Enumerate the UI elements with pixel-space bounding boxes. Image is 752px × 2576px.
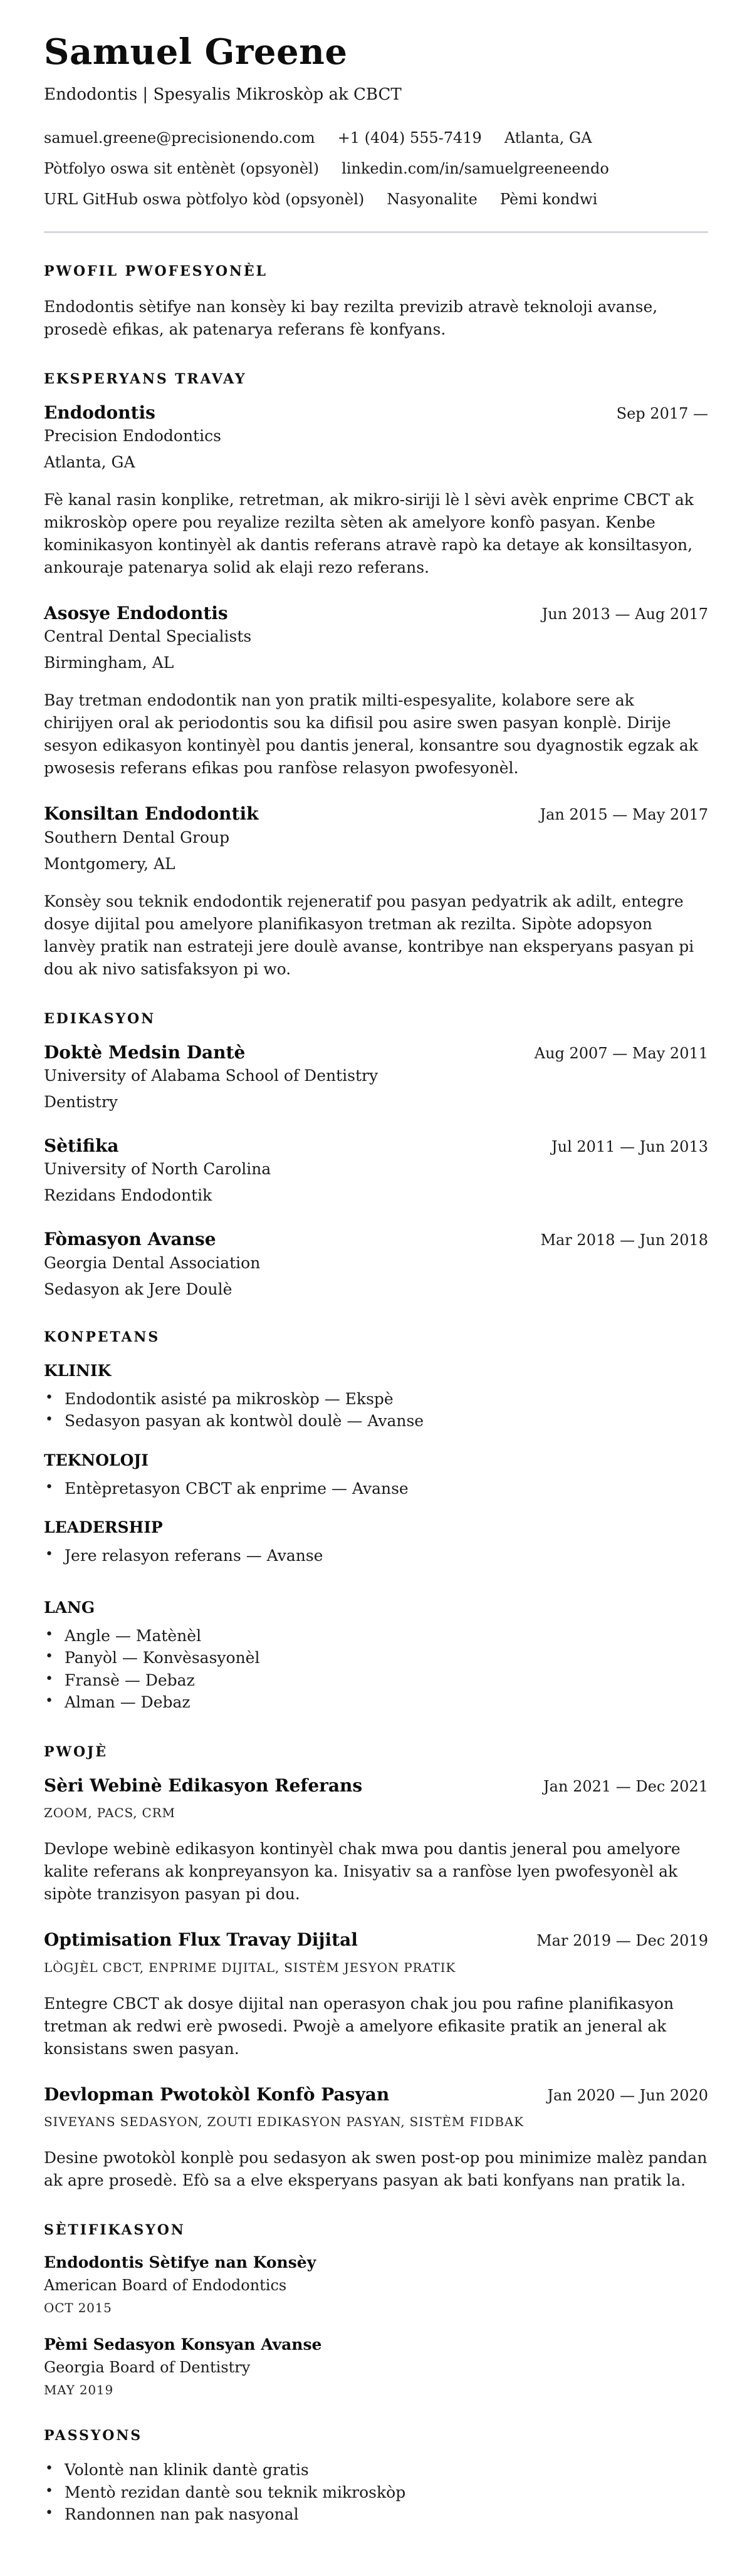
profile-heading: PWOFIL PWOFESYONÈL <box>44 263 268 280</box>
experience-entry-head <box>44 603 708 624</box>
passion-item: • Volontè nan klinik dantè gratis <box>44 2459 708 2481</box>
education-entry-head <box>44 1042 708 1063</box>
field-of-study: Dentistry <box>44 1093 118 1112</box>
certification-issuer: Georgia Board of Dentistry <box>44 2359 251 2377</box>
experience-heading: EKSPERYANS TRAVAY <box>44 370 247 387</box>
certification-issuer: American Board of Endodontics <box>44 2276 287 2295</box>
section-profile <box>44 263 708 340</box>
skill-item: • Sedasyon pasyan ak kontwòl doulè — Avanse <box>44 1410 708 1432</box>
education-entry <box>44 1042 708 1112</box>
skill-group-clinical <box>44 1362 708 1432</box>
skill-group-technology <box>44 1451 708 1500</box>
job-title: Konsiltan Endodontik <box>44 803 259 825</box>
contact-email: samuel.greene@precisionendo.com <box>44 129 315 147</box>
skill-item: • Panyòl — Konvèsasyonèl <box>44 1647 708 1669</box>
project-tech: SIVEYANS SEDASYON, ZOUTI EDIKASYON PASYAN, SISTÈM FIDBAK <box>44 2114 524 2129</box>
job-description: Bay tretman endodontik nan yon pratik milti-espesyalite, kolabore sere ak chirijyen oral ak periodontis sou ka difisil pou asire swen pasyan konplè. Dirije sesyon edikasyon kontinyèl pou dantis jeneral, konsantre sou dyagnostik egzak ak pwosesis referans efikas pou ranfòse relasyon pwofesyonèl. <box>44 691 698 778</box>
section-projects <box>44 1744 708 2192</box>
degree-title: Doktè Medsin Dantè <box>44 1041 246 1063</box>
skill-item: • Endodontik asisté pa mikroskòp — Ekspè <box>44 1388 708 1411</box>
section-education <box>44 1011 708 1299</box>
skill-group-leadership <box>44 1518 708 1567</box>
contact-row-3 <box>44 190 708 209</box>
job-description: Fè kanal rasin konplike, retretman, ak mikro-siriji lè l sèvi avèk enprime CBCT ak mikroskòp opere pou reyalize rezilta sèten ak amelyore konfò pasyan. Kenbe kominikasyon kontinyèl ak dantis referans atravè rapò ka detaye ak konsiltasyon, ankouraje patenarya solid ak elaji rezo referans. <box>44 491 694 577</box>
project-title: Optimisation Flux Travay Dijital <box>44 1929 358 1951</box>
contact-row-1 <box>44 128 708 147</box>
skill-item: • Angle — Matènèl <box>44 1625 708 1647</box>
contact-github-label: URL GitHub oswa pòtfolyo kòd (opsyonèl) <box>44 190 365 209</box>
skill-item: • Entèpretasyon CBCT ak enprime — Avanse <box>44 1478 708 1500</box>
experience-entry <box>44 603 708 780</box>
skill-group-title: TEKNOLOJI <box>44 1451 149 1469</box>
contact-driving-permit-label: Pèmi kondwi <box>499 190 598 209</box>
project-date: Jan 2020 — Jun 2020 <box>547 2086 708 2104</box>
skill-item: • Alman — Debaz <box>44 1691 708 1714</box>
project-title: Sèri Webinè Edikasyon Referans <box>44 1775 363 1796</box>
candidate-title: Endodontis | Spesyalis Mikroskòp ak CBCT <box>44 85 402 104</box>
certification-entry <box>44 2253 708 2315</box>
skill-list <box>44 1478 708 1500</box>
field-of-study: Sedasyon ak Jere Doulè <box>44 1280 232 1298</box>
job-title: Asosye Endodontis <box>44 603 228 624</box>
skill-group-languages <box>44 1598 708 1714</box>
passions-heading: PASSYONS <box>44 2427 143 2444</box>
certification-date: OCT 2015 <box>44 2300 112 2316</box>
project-tech: LÒGJÈL CBCT, ENPRIME DIJITAL, SISTÈM JESYON PRATIK <box>44 1959 456 1975</box>
contact-portfolio-label: Pòtfolyo oswa sit entènèt (opsyonèl) <box>44 160 320 178</box>
project-entry <box>44 1775 708 1906</box>
project-description: Desine pwotokòl konplè pou sedasyon ak swen post-op pou minimize malèz pandan ak apre prosedè. Efò sa a elve eksperyans pasyan ak bati konfyans nan pratik la. <box>44 2148 708 2189</box>
field-of-study: Rezidans Endodontik <box>44 1186 212 1205</box>
school-name: University of Alabama School of Dentistry <box>44 1066 379 1085</box>
certification-title: Pèmi Sedasyon Konsyan Avanse <box>44 2335 322 2354</box>
resume-header <box>44 33 708 233</box>
project-tech: ZOOM, PACS, CRM <box>44 1805 175 1821</box>
job-location: Montgomery, AL <box>44 854 175 873</box>
education-entry-head <box>44 1135 708 1157</box>
job-date: Sep 2017 — <box>616 405 708 422</box>
job-company: Precision Endodontics <box>44 427 221 446</box>
contact-nationality-label: Nasyonalite <box>387 190 478 209</box>
project-description: Devlope webinè edikasyon kontinyèl chak mwa pou dantis jeneral pou amelyore kalite referans ak konpreyansyon ka. Inisyativ sa a ranfòse lyen pwofesyonèl ak sipòte tranzisyon pasyan pi dou. <box>44 1840 681 1904</box>
job-company: Central Dental Specialists <box>44 627 252 646</box>
contact-location: Atlanta, GA <box>504 129 592 147</box>
section-experience <box>44 371 708 981</box>
projects-heading: PWOJÈ <box>44 1743 108 1760</box>
job-location: Atlanta, GA <box>44 453 135 472</box>
job-title: Endodontis <box>44 402 155 423</box>
skill-group-title: KLINIK <box>44 1361 112 1380</box>
skill-list <box>44 1388 708 1432</box>
job-date: Jan 2015 — May 2017 <box>540 806 708 824</box>
skill-list <box>44 1625 708 1714</box>
project-title: Devlopman Pwotokòl Konfò Pasyan <box>44 2083 390 2105</box>
experience-entry-head <box>44 402 708 424</box>
certification-title: Endodontis Sètifye nan Konsèy <box>44 2253 316 2272</box>
degree-title: Sètifika <box>44 1135 119 1157</box>
degree-date: Aug 2007 — May 2011 <box>534 1044 708 1062</box>
skill-item: • Jere relasyon referans — Avanse <box>44 1545 708 1567</box>
project-entry <box>44 2084 708 2192</box>
skill-group-title: LEADERSHIP <box>44 1518 163 1537</box>
project-date: Jan 2021 — Dec 2021 <box>543 1778 708 1796</box>
contact-row-2 <box>44 159 708 178</box>
job-description: Konsèy sou teknik endodontik rejeneratif pou pasyan pedyatrik ak adilt, entegre dosye dijital pou amelyore planifikasyon tretman ak rezilta. Sipòte adopsyon lanvèy pratik nan estrateji jere doulè avanse, kontribye nan eksperyans pasyan pi dou ak nivo satisfaksyon pi wo. <box>44 892 694 978</box>
job-company: Southern Dental Group <box>44 828 230 847</box>
passion-item: • Randonnen nan pak nasyonal <box>44 2503 708 2526</box>
school-name: University of North Carolina <box>44 1160 271 1179</box>
project-description: Entegre CBCT ak dosye dijital nan operasyon chak jou pou rafine planifikasyon tretman ak redwi erè pwosedi. Pwojè a amelyore efikasite pratik an jeneral ak konsistans swen pasyan. <box>44 1994 674 2058</box>
contact-phone: +1 (404) 555-7419 <box>337 129 482 147</box>
experience-entry <box>44 803 708 980</box>
section-certifications <box>44 2222 708 2397</box>
section-skills <box>44 1329 708 1714</box>
certification-entry <box>44 2335 708 2397</box>
education-entry <box>44 1229 708 1298</box>
education-entry <box>44 1135 708 1205</box>
project-entry <box>44 1929 708 2060</box>
section-passions <box>44 2427 708 2526</box>
job-date: Jun 2013 — Aug 2017 <box>541 605 708 623</box>
contact-linkedin: linkedin.com/in/samuelgreeneendo <box>342 160 609 178</box>
education-entry-head <box>44 1229 708 1250</box>
project-entry-head <box>44 2084 708 2105</box>
profile-text: Endodontis sètifye nan konsèy ki bay rezilta previzib atravè teknoloji avanse, prosedè efikas, ak patenarya referans fè konfyans. <box>44 297 658 338</box>
degree-date: Jul 2011 — Jun 2013 <box>551 1138 708 1156</box>
skill-list <box>44 1545 708 1567</box>
skill-group-title: LANG <box>44 1598 95 1617</box>
project-entry-head <box>44 1775 708 1796</box>
certification-date: MAY 2019 <box>44 2382 113 2397</box>
project-date: Mar 2019 — Dec 2019 <box>536 1932 708 1950</box>
degree-title: Fòmasyon Avanse <box>44 1229 216 1250</box>
experience-entry <box>44 402 708 579</box>
degree-date: Mar 2018 — Jun 2018 <box>540 1231 708 1249</box>
candidate-name: Samuel Greene <box>44 31 348 73</box>
school-name: Georgia Dental Association <box>44 1253 261 1272</box>
education-heading: EDIKASYON <box>44 1010 156 1027</box>
header-divider <box>44 231 708 233</box>
skills-heading: KONPETANS <box>44 1328 160 1345</box>
passion-item: • Mentò rezidan dantè sou teknik mikroskòp <box>44 2481 708 2504</box>
experience-entry-head <box>44 803 708 825</box>
skill-item: • Fransè — Debaz <box>44 1669 708 1692</box>
certifications-heading: SÈTIFIKASYON <box>44 2221 185 2238</box>
passions-list <box>44 2459 708 2526</box>
project-entry-head <box>44 1929 708 1951</box>
job-location: Birmingham, AL <box>44 654 174 672</box>
